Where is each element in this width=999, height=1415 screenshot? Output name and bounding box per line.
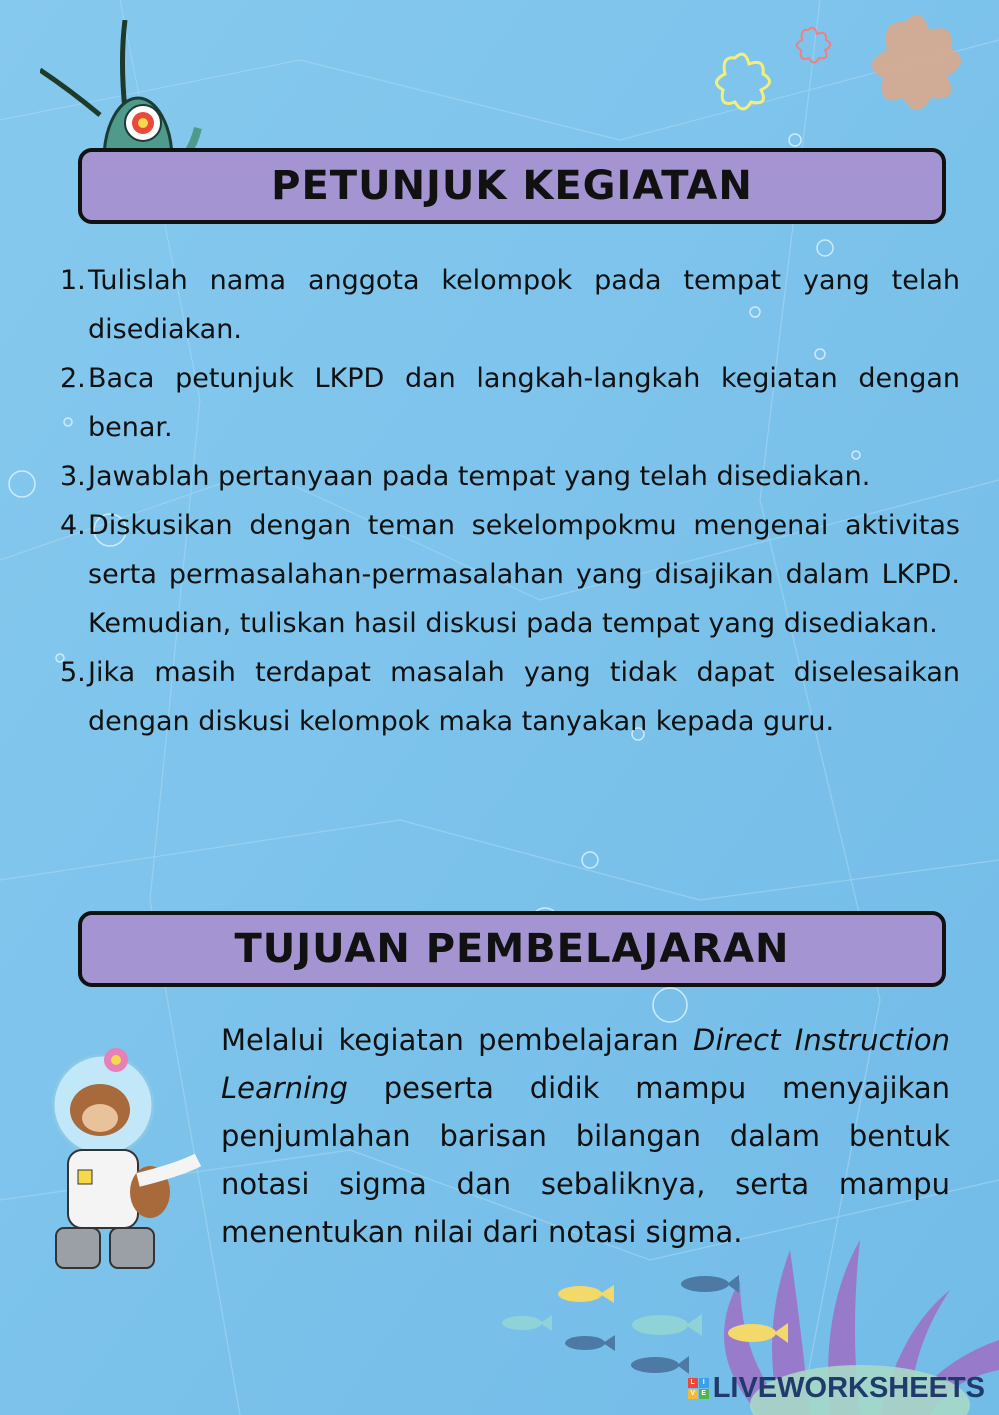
objective-part-1: Melalui kegiatan pembelajaran xyxy=(221,1023,693,1057)
list-item xyxy=(60,452,960,501)
section-title-banner xyxy=(78,911,946,987)
list-item xyxy=(60,256,960,354)
instruction-list xyxy=(60,256,960,746)
item-text: Jawablah pertanyaan pada tempat yang telah disediakan. xyxy=(88,461,871,492)
item-text: Diskusikan dengan teman sekelompokmu mengenai aktivitas serta permasalahan-permasalahan yang disajikan dalam LKPD. Kemudian, tuliskan hasil diskusi pada tempat yang disediakan. xyxy=(88,510,960,639)
objective-method: Direct Instruction Learning xyxy=(221,1023,950,1105)
item-text: Tulislah nama anggota kelompok pada tempat yang telah disediakan. xyxy=(88,265,960,345)
section-title: TUJUAN PEMBELAJARAN xyxy=(234,926,790,972)
item-text: Baca petunjuk LKPD dan langkah-langkah kegiatan dengan benar. xyxy=(88,363,960,443)
logo-badge-icon: L I V E xyxy=(688,1378,709,1399)
item-number: 5. xyxy=(60,657,86,688)
list-item xyxy=(60,501,960,648)
item-number: 2. xyxy=(60,363,86,394)
item-number: 3. xyxy=(60,461,86,492)
item-number: 4. xyxy=(60,510,86,541)
brand-name: LIVEWORKSHEETS xyxy=(712,1372,985,1404)
item-number: 1. xyxy=(60,265,86,296)
list-item xyxy=(60,648,960,746)
sandy-character xyxy=(38,1040,208,1280)
list-item xyxy=(60,354,960,452)
section-title-banner xyxy=(78,148,946,224)
liveworksheets-logo[interactable] xyxy=(688,1372,985,1405)
item-text: Jika masih terdapat masalah yang tidak dapat diselesaikan dengan diskusi kelompok maka tanyakan kepada guru. xyxy=(88,657,960,737)
section-title: PETUNJUK KEGIATAN xyxy=(271,163,753,209)
learning-objective-text xyxy=(221,1016,950,1256)
objective-part-2: peserta didik mampu menyajikan penjumlahan barisan bilangan dalam bentuk notasi sigma dan sebaliknya, serta mampu menentukan nilai dari notasi sigma. xyxy=(221,1071,950,1249)
